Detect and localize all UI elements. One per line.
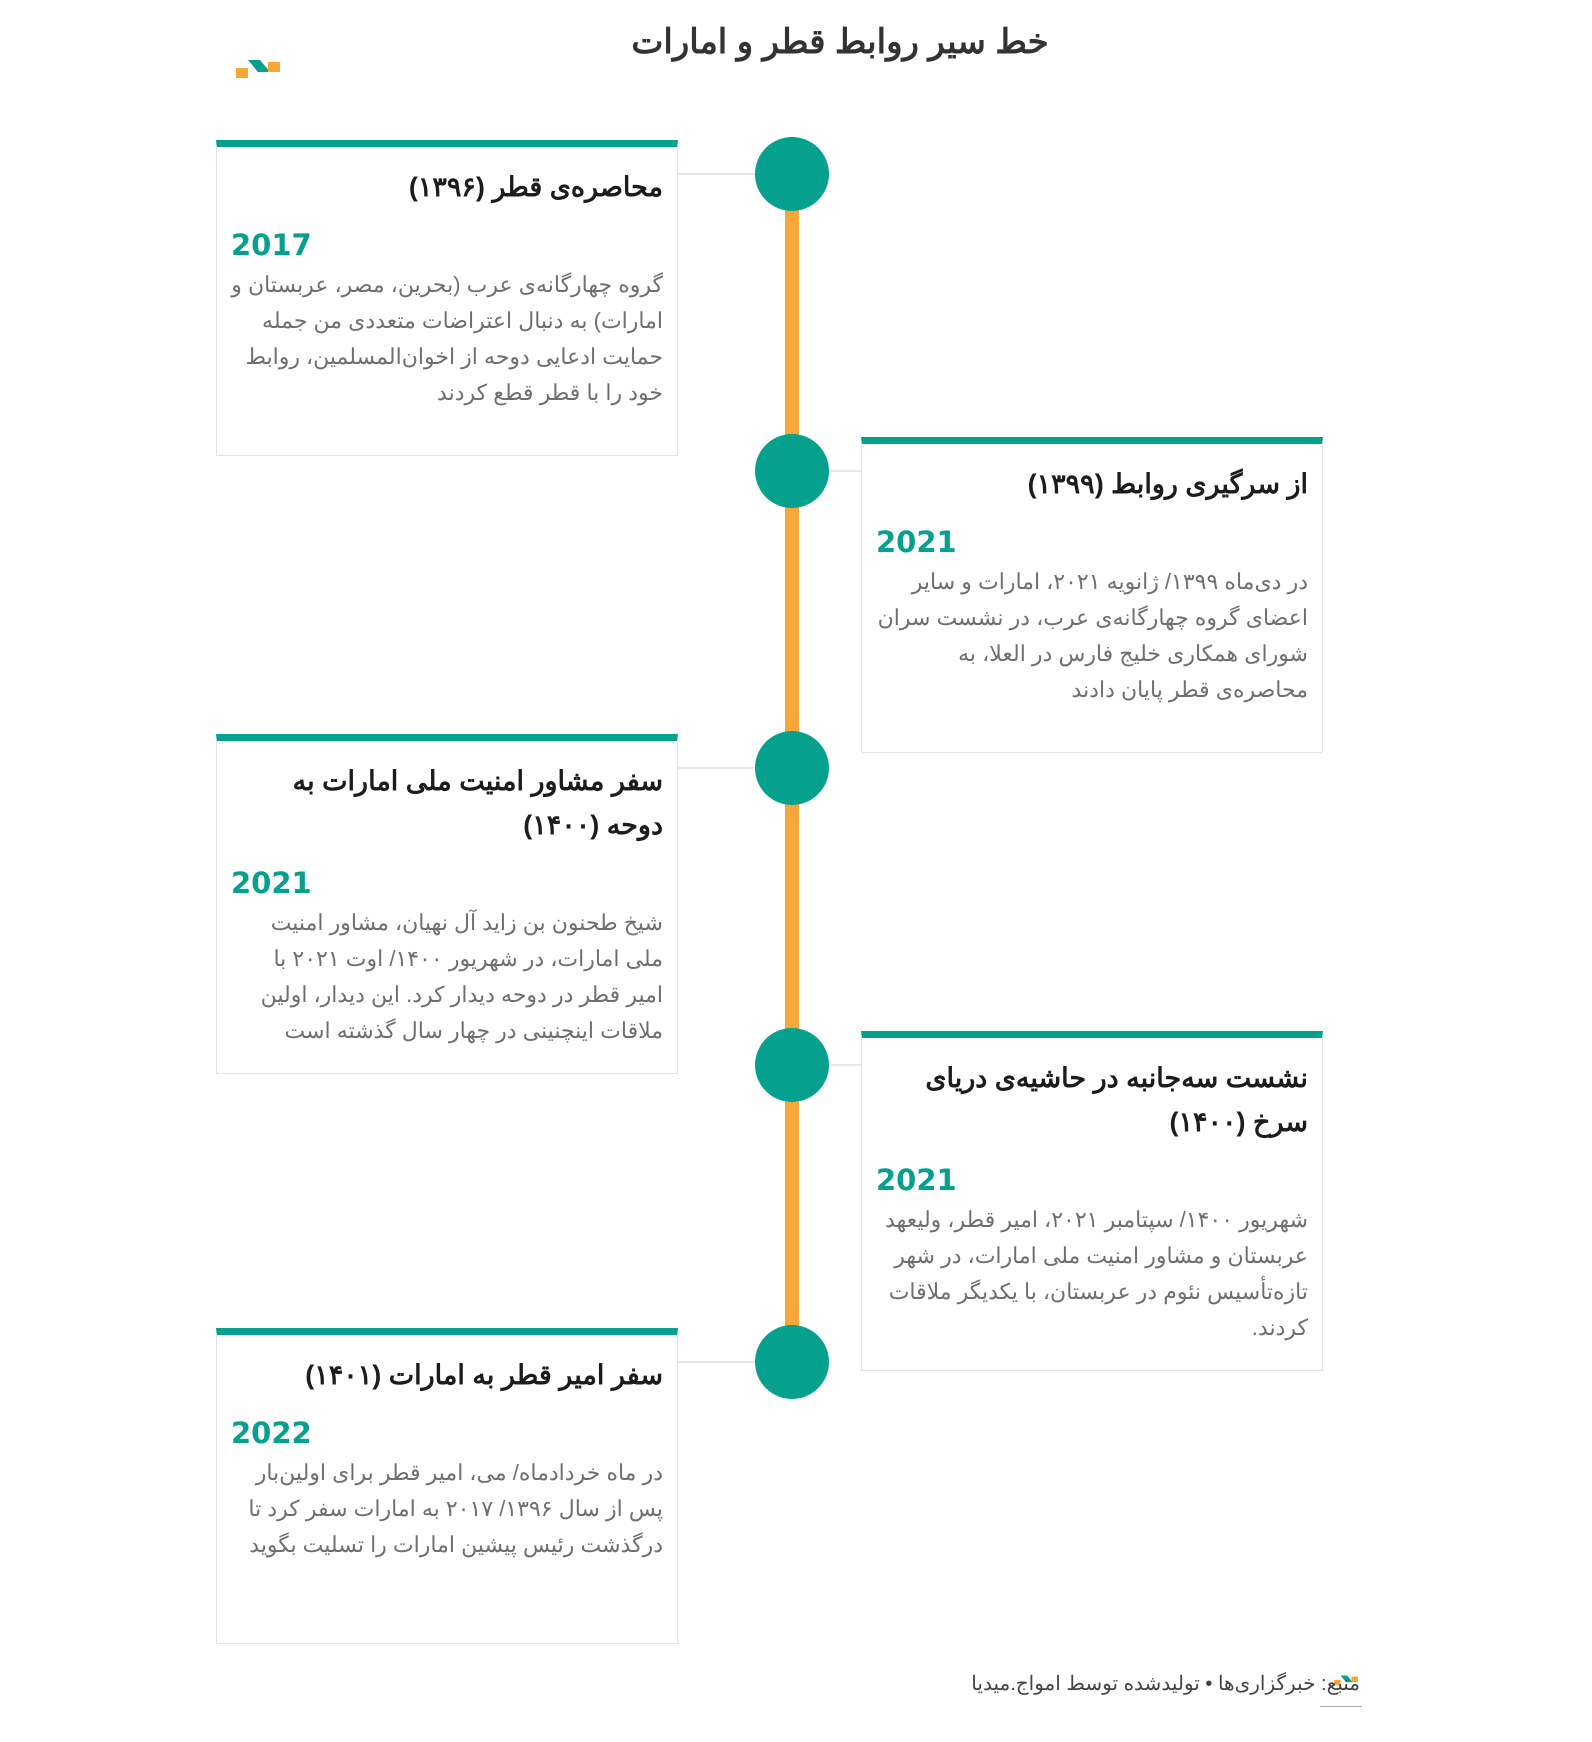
connector-line [678,173,758,175]
event-heading: سفر امیر قطر به امارات (۱۴۰۱) [305,1360,663,1390]
event-heading: از سرگیری روابط (۱۳۹۹) [1027,469,1308,499]
timeline-dot [755,731,829,805]
event-description: در ماه خردادماه/ می، امیر قطر برای اولین‌بار پس از سال ۱۳۹۶/ ۲۰۱۷ به امارات سفر کرد تا درگذشت رئیس پیشین امارات را تسلیت بگوید [248,1460,663,1557]
event-heading: محاصره‌ی قطر (۱۳۹۶) [408,172,663,202]
connector-line [826,470,862,472]
event-description: گروه چهارگانه‌ی عرب (بحرین، مصر، عربستان و امارات) به دنبال اعتراضات متعددی من جمله حمایت ادعایی دوحه از اخوان‌المسلمین، روابط خود را با قطر قطع کردند [231,272,663,405]
connector-line [826,1064,862,1066]
timeline-event-card [216,734,678,1074]
timeline-dot [755,1325,829,1399]
event-year: 2021 [876,525,957,559]
timeline-dot [755,137,829,211]
event-year: 2022 [231,1416,312,1450]
event-description: شیخ طحنون بن زاید آل نهیان، مشاور امنیت ملی امارات، در شهریور ۱۴۰۰/ اوت ۲۰۲۱ با امیر قطر در دوحه دیدار کرد. این دیدار، اولین ملاقات اینچنینی در چهار سال گذشته است [260,910,663,1043]
timeline-event-card [861,1031,1323,1371]
timeline-event-card [216,140,678,456]
connector-line [678,767,758,769]
footer-underline [1320,1706,1362,1707]
event-description: شهریور ۱۴۰۰/ سپتامبر ۲۰۲۱، امیر قطر، ولیعهد عربستان و مشاور امنیت ملی امارات، در شهر تازه‌تأسیس نئوم در عربستان، با یکدیگر ملاقات کردند. [885,1207,1308,1340]
amwaj-logo-icon [236,58,280,82]
page-title: خط سیر روابط قطر و امارات [631,23,1049,61]
event-heading: سفر مشاور امنیت ملی امارات به دوحه (۱۴۰۰) [292,766,663,840]
timeline-dot [755,434,829,508]
event-heading: نشست سه‌جانبه در حاشیه‌ی دریای سرخ (۱۴۰۰) [925,1063,1308,1137]
event-year: 2021 [876,1163,957,1197]
event-year: 2021 [231,866,312,900]
timeline-dot [755,1028,829,1102]
event-description: در دی‌ماه ۱۳۹۹/ ژانویه ۲۰۲۱، امارات و سایر اعضای گروه چهارگانه‌ی عرب، در نشست سران شورای همکاری خلیج فارس در العلا، به محاصره‌ی قطر پایان دادند [877,569,1308,702]
source-footer: منبع: خبرگزاری‌ها • تولیدشده توسط امواج.میدیا [971,1673,1360,1695]
timeline-event-card [216,1328,678,1644]
connector-line [678,1361,758,1363]
event-year: 2017 [231,228,312,262]
timeline-event-card [861,437,1323,753]
